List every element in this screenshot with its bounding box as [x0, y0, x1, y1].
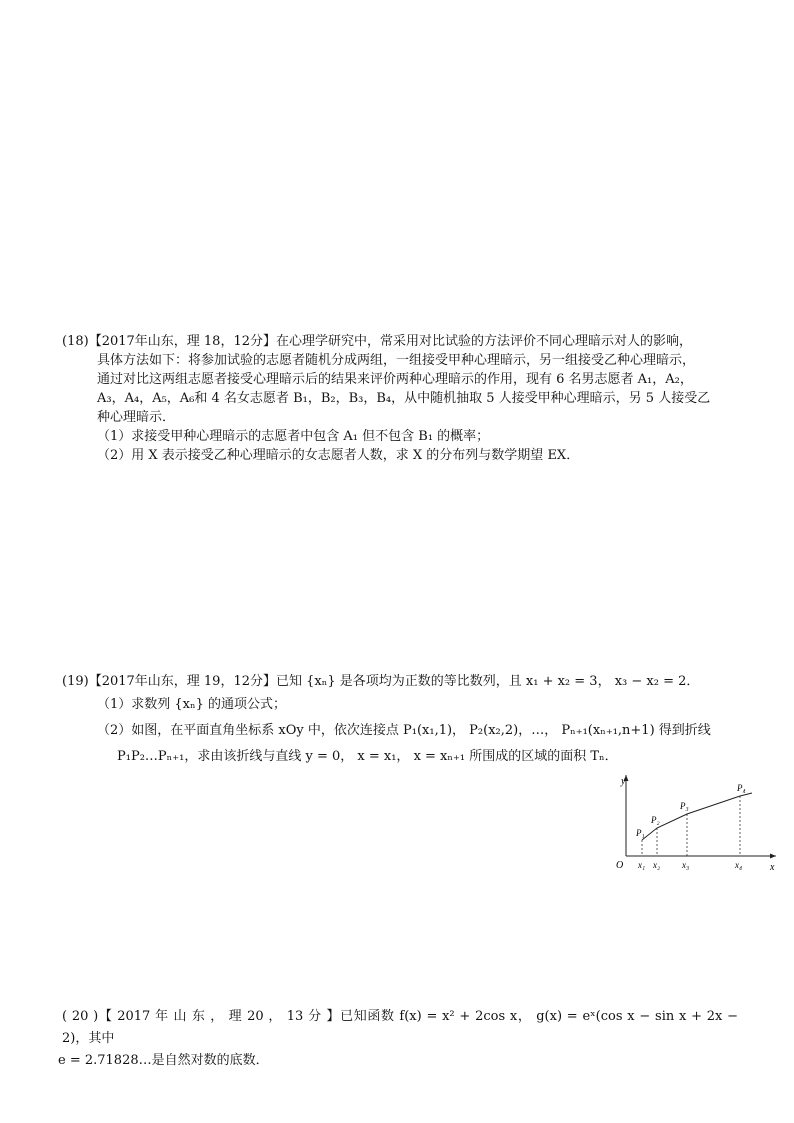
problem-19-number: (19) — [62, 674, 89, 689]
x-axis-label: x — [770, 862, 775, 873]
problem-19-stem: 已知 {xₙ} 是各项均为正数的等比数列，且 x₁ + x₂ = 3， x₃ − x₂ = 2． — [276, 674, 700, 689]
x-axis-arrow-icon — [770, 854, 776, 859]
tick-label-x2: x₂ — [653, 860, 661, 870]
problem-20-source: 【 2017 年 山 东 ， 理 20 ， 13 分 】 — [98, 1009, 341, 1024]
tick-label-x1: x₁ — [638, 860, 646, 870]
problem-18-source: 【2017年山东，理 18，12分】 — [88, 334, 276, 349]
problem-19-line-1 — [62, 672, 768, 692]
problem-19 — [62, 672, 768, 770]
problem-18-question-2: （2）用 X 表示接受乙种心理暗示的女志愿者人数，求 X 的分布列与数学期望 EX． — [97, 448, 580, 463]
problem-18-question-1: （1）求接受甲种心理暗示的志愿者中包含 A₁ 但不包含 B₁ 的概率； — [97, 429, 490, 444]
problem-20-line-1 — [62, 1006, 738, 1050]
tick-label-x4: x₄ — [735, 860, 743, 870]
polyline-figure — [610, 770, 780, 874]
point-label-p3: P₃ — [680, 801, 689, 811]
problem-20 — [58, 1006, 738, 1072]
problem-19-question-1: （1）求数列 {xₙ} 的通项公式； — [97, 697, 287, 712]
problem-20-stem-1: 已知函数 f(x) = x² + 2cos x， g(x) = eˣ(cos x − sin x + 2x − 2)，其中 — [62, 1009, 738, 1046]
problem-20-number: ( 20 ) — [62, 1009, 99, 1024]
point-label-p4: P₄ — [737, 783, 746, 793]
point-label-p1: P₁ — [636, 828, 645, 838]
problem-18-stem-3: 通过对比这两组志愿者接受心理暗示后的结果来评价两种心理暗示的作用，现有 6 名男志愿者 A₁，A₂， — [97, 372, 693, 387]
problem-19-question-2-line-1: （2）如图，在平面直角坐标系 xOy 中，依次连接点 P₁(x₁,1)， P₂(x₂,2)，…， Pₙ₊₁(xₙ₊₁,n+1) 得到折线 — [97, 723, 711, 738]
y-axis-label: y — [621, 776, 626, 787]
problem-18-stem-4: A₃，A₄，A₅，A₆和 4 名女志愿者 B₁，B₂，B₃，B₄，从中随机抽取 5 人接受甲种心理暗示，另 5 人接受乙 — [97, 391, 711, 406]
problem-19-question-2-line-2: P₁P₂…Pₙ₊₁，求由该折线与直线 y = 0， x = x₁， x = xₙ₊₁ 所围成的区域的面积 Tₙ． — [117, 749, 618, 764]
problem-20-stem-2: e = 2.71828…是自然对数的底数． — [58, 1053, 269, 1068]
tick-label-x3: x₃ — [682, 860, 690, 870]
problem-18-stem-5: 种心理暗示． — [97, 410, 176, 425]
problem-18-stem-1: 在心理学研究中，常采用对比试验的方法评价不同心理暗示对人的影响， — [276, 334, 693, 349]
origin-label: O — [616, 860, 624, 871]
point-label-p2: P₂ — [651, 815, 660, 825]
problem-18-stem-2: 具体方法如下：将参加试验的志愿者随机分成两组，一组接受甲种心理暗示，另一组接受乙种心理暗示， — [97, 353, 696, 368]
problem-18-number: (18) — [62, 334, 89, 349]
problem-19-source: 【2017年山东，理 19，12分】 — [88, 674, 276, 689]
problem-18-line-1 — [62, 332, 768, 351]
problem-18 — [62, 332, 768, 465]
